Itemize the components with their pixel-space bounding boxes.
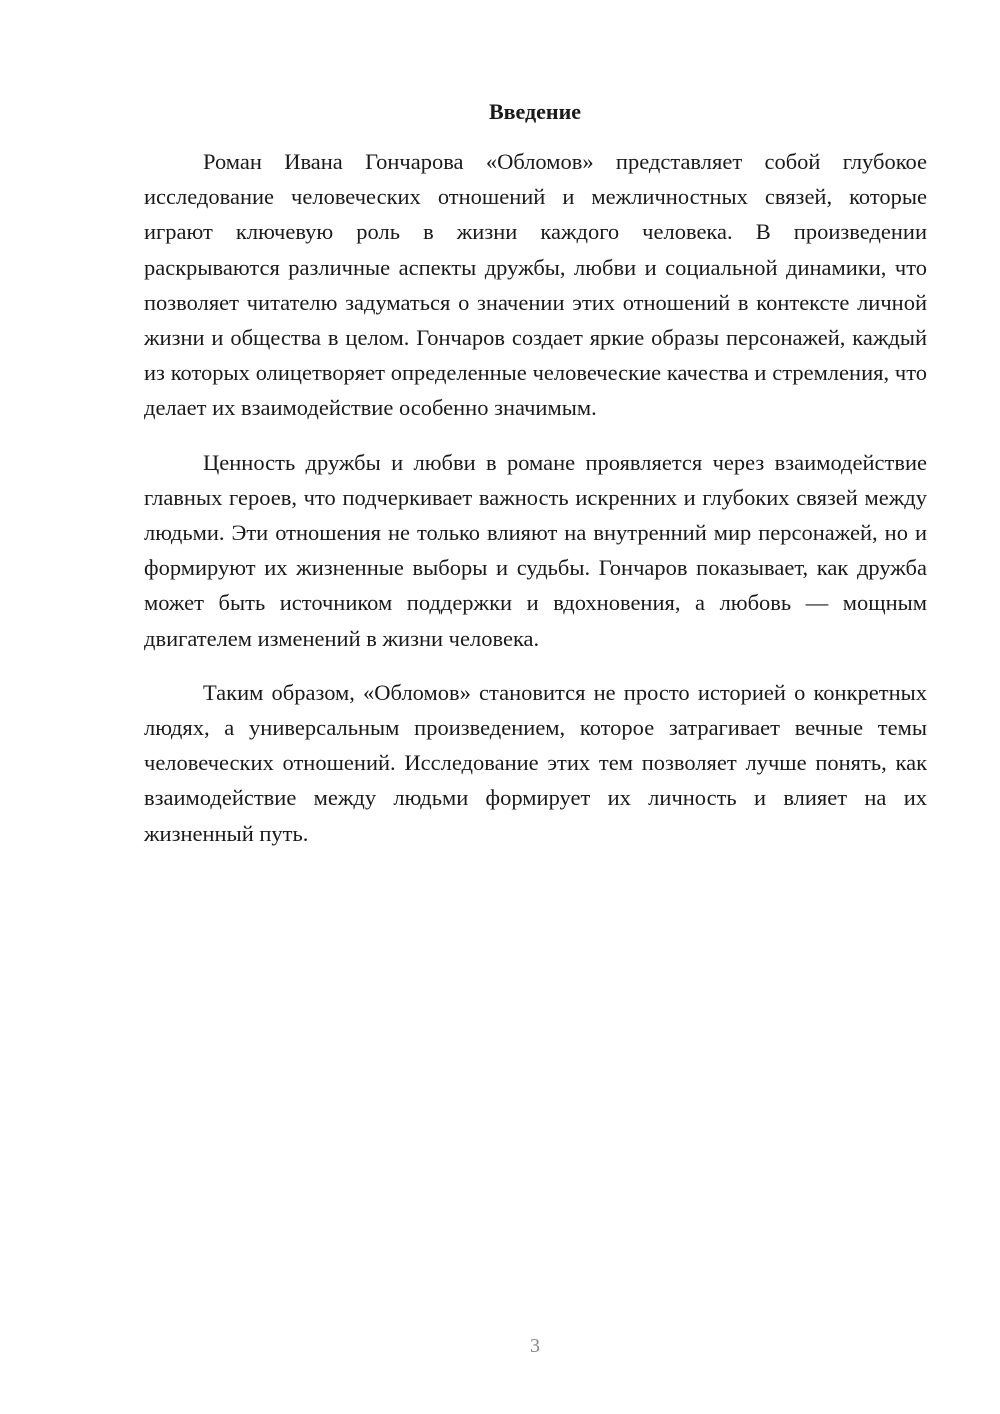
paragraph-2: Ценность дружбы и любви в романе проявляется через взаимодействие главных героев, что подчеркивает важность искренних и глубоких связей между людьми. Эти отношения не только влияют на внутренний мир персонажей, но и формируют их жизненные выборы и судьбы. Гончаров показывает, как дружба может быть источником поддержки и вдохновения, а любовь — мощным двигателем изменений в жизни человека. (144, 449, 927, 651)
section-heading: Введение (488, 99, 582, 124)
paragraph-3: Таким образом, «Обломов» становится не просто историей о конкретных людях, а универсальным произведением, которое затрагивает вечные темы человеческих отношений. Исследование этих тем позволяет лучше понять, как взаимодействие между людьми формирует их личность и влияет на их жизненный путь. (144, 679, 927, 846)
body-text (144, 144, 927, 870)
page-number: 3 (530, 1335, 540, 1357)
paragraph-1: Роман Ивана Гончарова «Обломов» представляет собой глубокое исследование человеческих отношений и межличностных связей, которые играют ключевую роль в жизни каждого человека. В произведении раскрываются различные аспекты дружбы, любви и социальной динамики, что позволяет читателю задуматься о значении этих отношений в контексте личной жизни и общества в целом. Гончаров создает яркие образы персонажей, каждый из которых олицетворяет определенные человеческие качества и стремления, что делает их взаимодействие особенно значимым. (144, 149, 927, 421)
